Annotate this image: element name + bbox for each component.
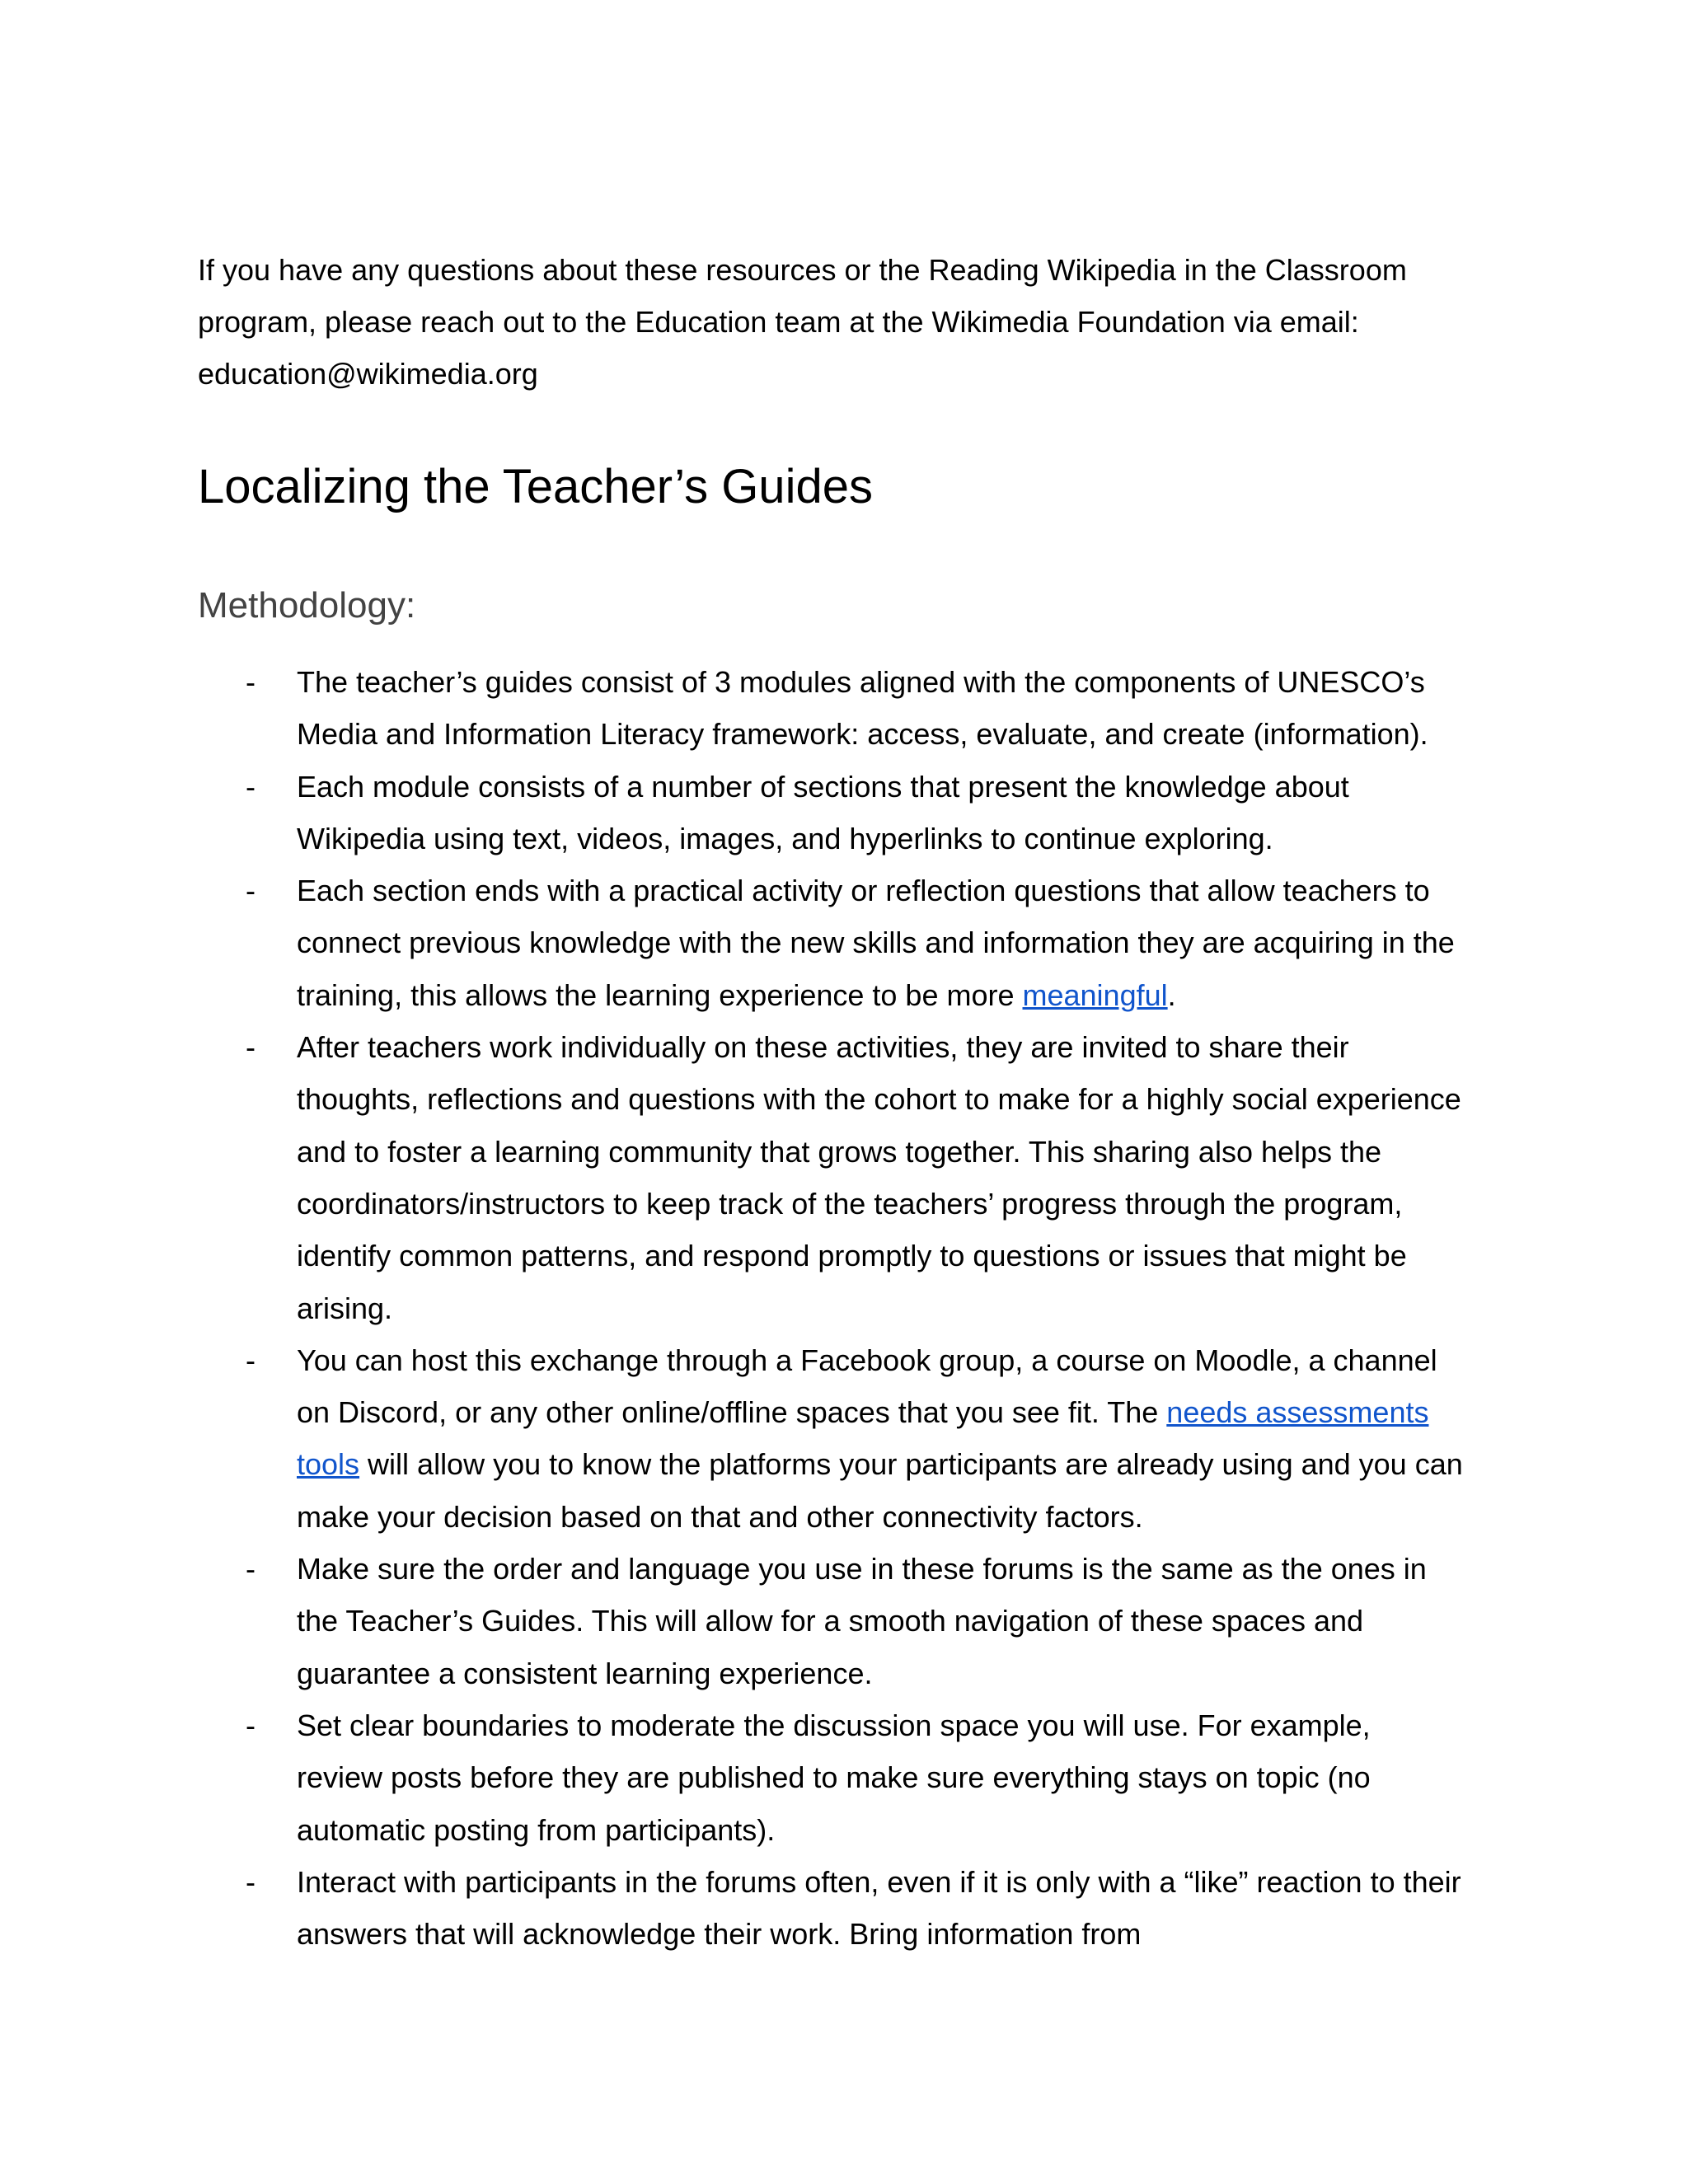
list-item-line: Interact with participants in the forums often, even if it is only with a “like” reaction to their: [297, 1864, 1461, 1899]
list-item-line: coordinators/instructors to keep track of the teachers’ progress through the program,: [297, 1186, 1403, 1221]
list-item: [198, 1543, 1517, 1699]
list-item-text: training, this allows the learning experience to be more: [297, 977, 1023, 1012]
intro-paragraph: [198, 244, 1500, 400]
intro-line: education@wikimedia.org: [198, 357, 538, 391]
bullet-dash: -: [246, 1864, 256, 1899]
list-item-line: After teachers work individually on these activities, they are invited to share their: [297, 1030, 1349, 1065]
list-item: [198, 1334, 1517, 1543]
list-item: [198, 865, 1517, 1021]
list-item-line: [297, 1386, 1517, 1438]
bullet-dash: -: [246, 1343, 256, 1377]
bullet-dash: -: [246, 1708, 256, 1742]
needs-assessments-tools-link[interactable]: needs assessments: [1166, 1395, 1429, 1430]
methodology-list: [198, 656, 1517, 1960]
list-item: [198, 1699, 1517, 1856]
list-item-line: the Teacher’s Guides. This will allow for a smooth navigation of these spaces and: [297, 1604, 1364, 1638]
list-item-line: arising.: [297, 1291, 393, 1325]
bullet-dash: -: [246, 1552, 256, 1586]
list-item-line: Media and Information Literacy framework: access, evaluate, and create (information).: [297, 717, 1428, 752]
list-item-line: Each module consists of a number of sections that present the knowledge about: [297, 769, 1349, 804]
list-item-text: will allow you to know the platforms your participants are already using and you can: [359, 1447, 1463, 1482]
list-item-line: connect previous knowledge with the new skills and information they are acquiring in the: [297, 926, 1455, 960]
list-item-text: .: [1167, 977, 1176, 1012]
list-item-text: on Discord, or any other online/offline spaces that you see fit. The: [297, 1395, 1167, 1430]
list-item-line: answers that will acknowledge their work. Bring information from: [297, 1917, 1142, 1952]
list-item-line: guarantee a consistent learning experience.: [297, 1656, 873, 1690]
bullet-dash: -: [246, 665, 256, 699]
bullet-dash: -: [246, 874, 256, 908]
list-item: [198, 761, 1517, 865]
list-item-line: The teacher’s guides consist of 3 modules aligned with the components of UNESCO’s: [297, 665, 1425, 699]
document-page: [198, 244, 1500, 1952]
section-heading: Localizing the Teacher’s Guides: [198, 460, 873, 513]
list-item-line: Each section ends with a practical activity or reflection questions that allow teachers to: [297, 874, 1430, 908]
list-item-line: Make sure the order and language you use in these forums is the same as the ones in: [297, 1552, 1427, 1586]
list-item: [198, 1856, 1517, 1961]
list-item-line: [297, 1438, 1517, 1490]
list-item-line: automatic posting from participants).: [297, 1812, 776, 1847]
needs-assessments-tools-link[interactable]: tools: [297, 1447, 360, 1482]
list-item: [198, 656, 1517, 761]
list-item-line: You can host this exchange through a Facebook group, a course on Moodle, a channel: [297, 1343, 1437, 1377]
list-item-line: make your decision based on that and other connectivity factors.: [297, 1499, 1143, 1534]
bullet-dash: -: [246, 769, 256, 804]
intro-line: program, please reach out to the Education team at the Wikimedia Foundation via email:: [198, 305, 1359, 339]
list-item-line: review posts before they are published to make sure everything stays on topic (no: [297, 1760, 1371, 1795]
subsection-heading: Methodology:: [198, 585, 416, 626]
list-item-line: Wikipedia using text, videos, images, and hyperlinks to continue exploring.: [297, 821, 1273, 855]
list-item-line: and to foster a learning community that grows together. This sharing also helps the: [297, 1134, 1382, 1169]
meaningful-link[interactable]: meaningful: [1022, 977, 1168, 1012]
list-item-line: [297, 969, 1517, 1021]
list-item-line: Set clear boundaries to moderate the discussion space you will use. For example,: [297, 1708, 1371, 1742]
list-item: [198, 1021, 1517, 1334]
list-item-line: thoughts, reflections and questions with the cohort to make for a highly social experience: [297, 1082, 1461, 1117]
list-item-line: identify common patterns, and respond promptly to questions or issues that might be: [297, 1239, 1407, 1273]
intro-line: If you have any questions about these resources or the Reading Wikipedia in the Classroom: [198, 253, 1407, 287]
bullet-dash: -: [246, 1030, 256, 1065]
